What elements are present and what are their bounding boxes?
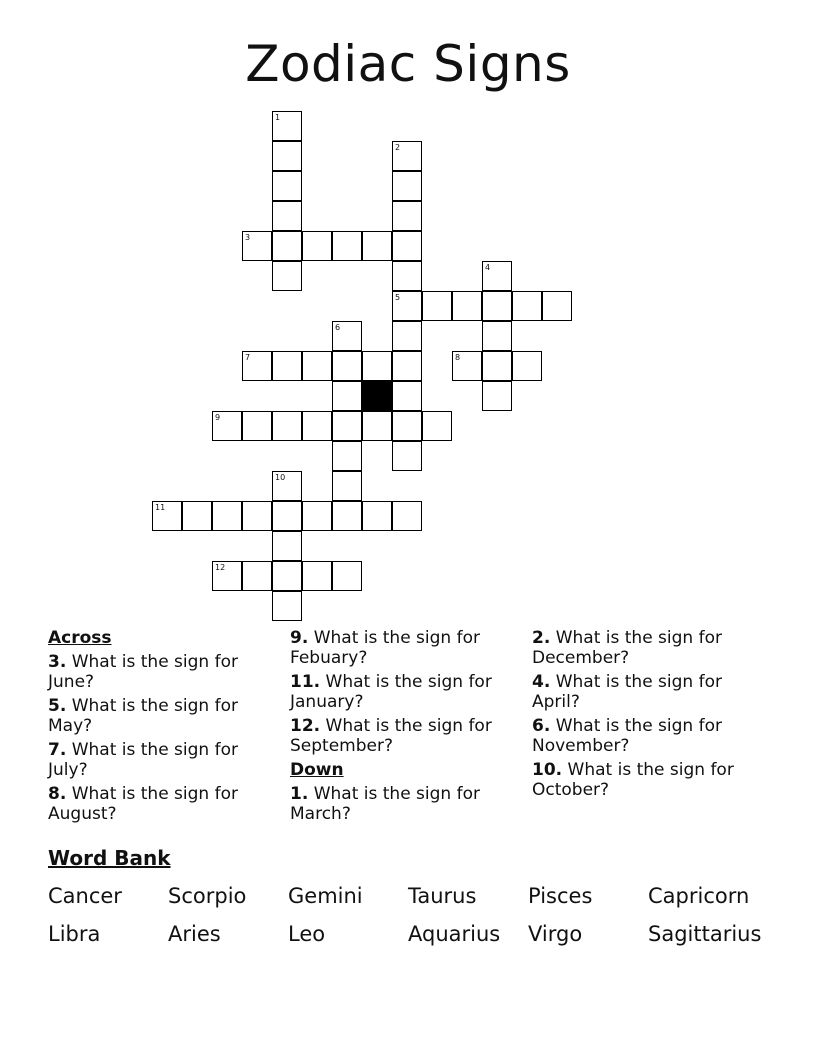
grid-cell[interactable] bbox=[242, 501, 272, 531]
clue-down-1: 1. What is the sign for March? bbox=[290, 784, 480, 824]
grid-cell[interactable] bbox=[272, 231, 302, 261]
grid-cell[interactable] bbox=[242, 561, 272, 591]
clue-number: 7 bbox=[245, 353, 251, 362]
grid-cell[interactable] bbox=[272, 111, 302, 141]
grid-cell[interactable] bbox=[272, 201, 302, 231]
down-heading: Down bbox=[290, 760, 344, 780]
clue-number: 2 bbox=[395, 143, 401, 152]
word-bank-item: Virgo bbox=[528, 922, 583, 946]
grid-cell[interactable] bbox=[272, 471, 302, 501]
grid-cell[interactable] bbox=[392, 381, 422, 411]
grid-cell[interactable] bbox=[512, 351, 542, 381]
word-bank-item: Aquarius bbox=[408, 922, 501, 946]
grid-cell[interactable] bbox=[272, 141, 302, 171]
grid-cell[interactable] bbox=[392, 141, 422, 171]
across-heading: Across bbox=[48, 628, 112, 648]
clue-number: 6 bbox=[335, 323, 341, 332]
blocked-cell bbox=[362, 381, 392, 411]
grid-cell[interactable] bbox=[212, 561, 242, 591]
grid-cell[interactable] bbox=[392, 201, 422, 231]
clue-across-9: 9. What is the sign for Febuary? bbox=[290, 628, 480, 668]
word-bank-item: Aries bbox=[168, 922, 221, 946]
clue-number: 12 bbox=[215, 563, 226, 572]
grid-cell[interactable] bbox=[362, 231, 392, 261]
grid-cell[interactable] bbox=[392, 411, 422, 441]
grid-cell[interactable] bbox=[422, 411, 452, 441]
clue-across-11: 11. What is the sign for January? bbox=[290, 672, 492, 712]
page-title: Zodiac Signs bbox=[245, 35, 571, 93]
word-bank-title: Word Bank bbox=[48, 846, 171, 870]
clues-column-3 bbox=[532, 628, 757, 804]
grid-cell[interactable] bbox=[332, 411, 362, 441]
grid-cell[interactable] bbox=[332, 231, 362, 261]
grid-cell[interactable] bbox=[482, 351, 512, 381]
word-bank-item: Leo bbox=[288, 922, 326, 946]
grid-cell[interactable] bbox=[332, 501, 362, 531]
grid-cell[interactable] bbox=[212, 411, 242, 441]
grid-cell[interactable] bbox=[452, 351, 482, 381]
clue-down-4: 4. What is the sign for April? bbox=[532, 672, 722, 712]
clue-across-7: 7. What is the sign for July? bbox=[48, 740, 238, 780]
grid-cell[interactable] bbox=[272, 351, 302, 381]
word-bank-item: Scorpio bbox=[168, 884, 247, 908]
grid-cell[interactable] bbox=[272, 531, 302, 561]
grid-cell[interactable] bbox=[452, 291, 482, 321]
grid-cell[interactable] bbox=[332, 471, 362, 501]
word-bank-item: Pisces bbox=[528, 884, 593, 908]
clue-number: 9 bbox=[215, 413, 221, 422]
word-bank-item: Gemini bbox=[288, 884, 363, 908]
grid-cell[interactable] bbox=[362, 411, 392, 441]
word-bank-item: Libra bbox=[48, 922, 101, 946]
grid-cell[interactable] bbox=[212, 501, 242, 531]
grid-cell[interactable] bbox=[332, 381, 362, 411]
clue-down-2: 2. What is the sign for December? bbox=[532, 628, 722, 668]
grid-cell[interactable] bbox=[272, 411, 302, 441]
word-bank-item: Capricorn bbox=[648, 884, 750, 908]
word-bank-item: Taurus bbox=[408, 884, 477, 908]
grid-cell[interactable] bbox=[512, 291, 542, 321]
clue-across-12: 12. What is the sign for September? bbox=[290, 716, 492, 756]
word-bank-item: Cancer bbox=[48, 884, 122, 908]
clues-column-1 bbox=[48, 628, 268, 828]
grid-cell[interactable] bbox=[392, 441, 422, 471]
grid-cell[interactable] bbox=[332, 561, 362, 591]
grid-cell[interactable] bbox=[242, 231, 272, 261]
word-bank-item: Sagittarius bbox=[648, 922, 762, 946]
grid-cell[interactable] bbox=[422, 291, 452, 321]
grid-cell[interactable] bbox=[272, 591, 302, 621]
grid-cell[interactable] bbox=[482, 321, 512, 351]
grid-cell[interactable] bbox=[242, 411, 272, 441]
grid-cell[interactable] bbox=[242, 351, 272, 381]
grid-cell[interactable] bbox=[272, 561, 302, 591]
clue-number: 8 bbox=[455, 353, 461, 362]
grid-cell[interactable] bbox=[302, 231, 332, 261]
grid-cell[interactable] bbox=[332, 441, 362, 471]
clue-number: 11 bbox=[155, 503, 166, 512]
clue-number: 5 bbox=[395, 293, 401, 302]
clue-down-6: 6. What is the sign for November? bbox=[532, 716, 722, 756]
clue-number: 3 bbox=[245, 233, 251, 242]
grid-cell[interactable] bbox=[272, 171, 302, 201]
grid-cell[interactable] bbox=[302, 411, 332, 441]
grid-cell[interactable] bbox=[482, 261, 512, 291]
grid-cell[interactable] bbox=[392, 321, 422, 351]
clues-column-2 bbox=[290, 628, 515, 828]
grid-cell[interactable] bbox=[302, 501, 332, 531]
clue-number: 10 bbox=[275, 473, 286, 482]
grid-cell[interactable] bbox=[482, 291, 512, 321]
grid-cell[interactable] bbox=[542, 291, 572, 321]
clue-down-10: 10. What is the sign for October? bbox=[532, 760, 734, 800]
grid-cell[interactable] bbox=[362, 351, 392, 381]
grid-cell[interactable] bbox=[272, 261, 302, 291]
grid-cell[interactable] bbox=[332, 321, 362, 351]
grid-cell[interactable] bbox=[392, 261, 422, 291]
grid-cell[interactable] bbox=[272, 501, 302, 531]
grid-cell[interactable] bbox=[392, 291, 422, 321]
grid-cell[interactable] bbox=[302, 561, 332, 591]
grid-cell[interactable] bbox=[182, 501, 212, 531]
grid-cell[interactable] bbox=[152, 501, 182, 531]
grid-cell[interactable] bbox=[392, 501, 422, 531]
grid-cell[interactable] bbox=[392, 351, 422, 381]
clue-across-5: 5. What is the sign for May? bbox=[48, 696, 238, 736]
clue-number: 4 bbox=[485, 263, 491, 272]
grid-cell[interactable] bbox=[482, 381, 512, 411]
grid-cell[interactable] bbox=[362, 501, 392, 531]
grid-cell[interactable] bbox=[392, 231, 422, 261]
grid-cell[interactable] bbox=[392, 171, 422, 201]
clue-across-8: 8. What is the sign for August? bbox=[48, 784, 238, 824]
clue-number: 1 bbox=[275, 113, 281, 122]
grid-cell[interactable] bbox=[302, 351, 332, 381]
clue-across-3: 3. What is the sign for June? bbox=[48, 652, 238, 692]
grid-cell[interactable] bbox=[332, 351, 362, 381]
